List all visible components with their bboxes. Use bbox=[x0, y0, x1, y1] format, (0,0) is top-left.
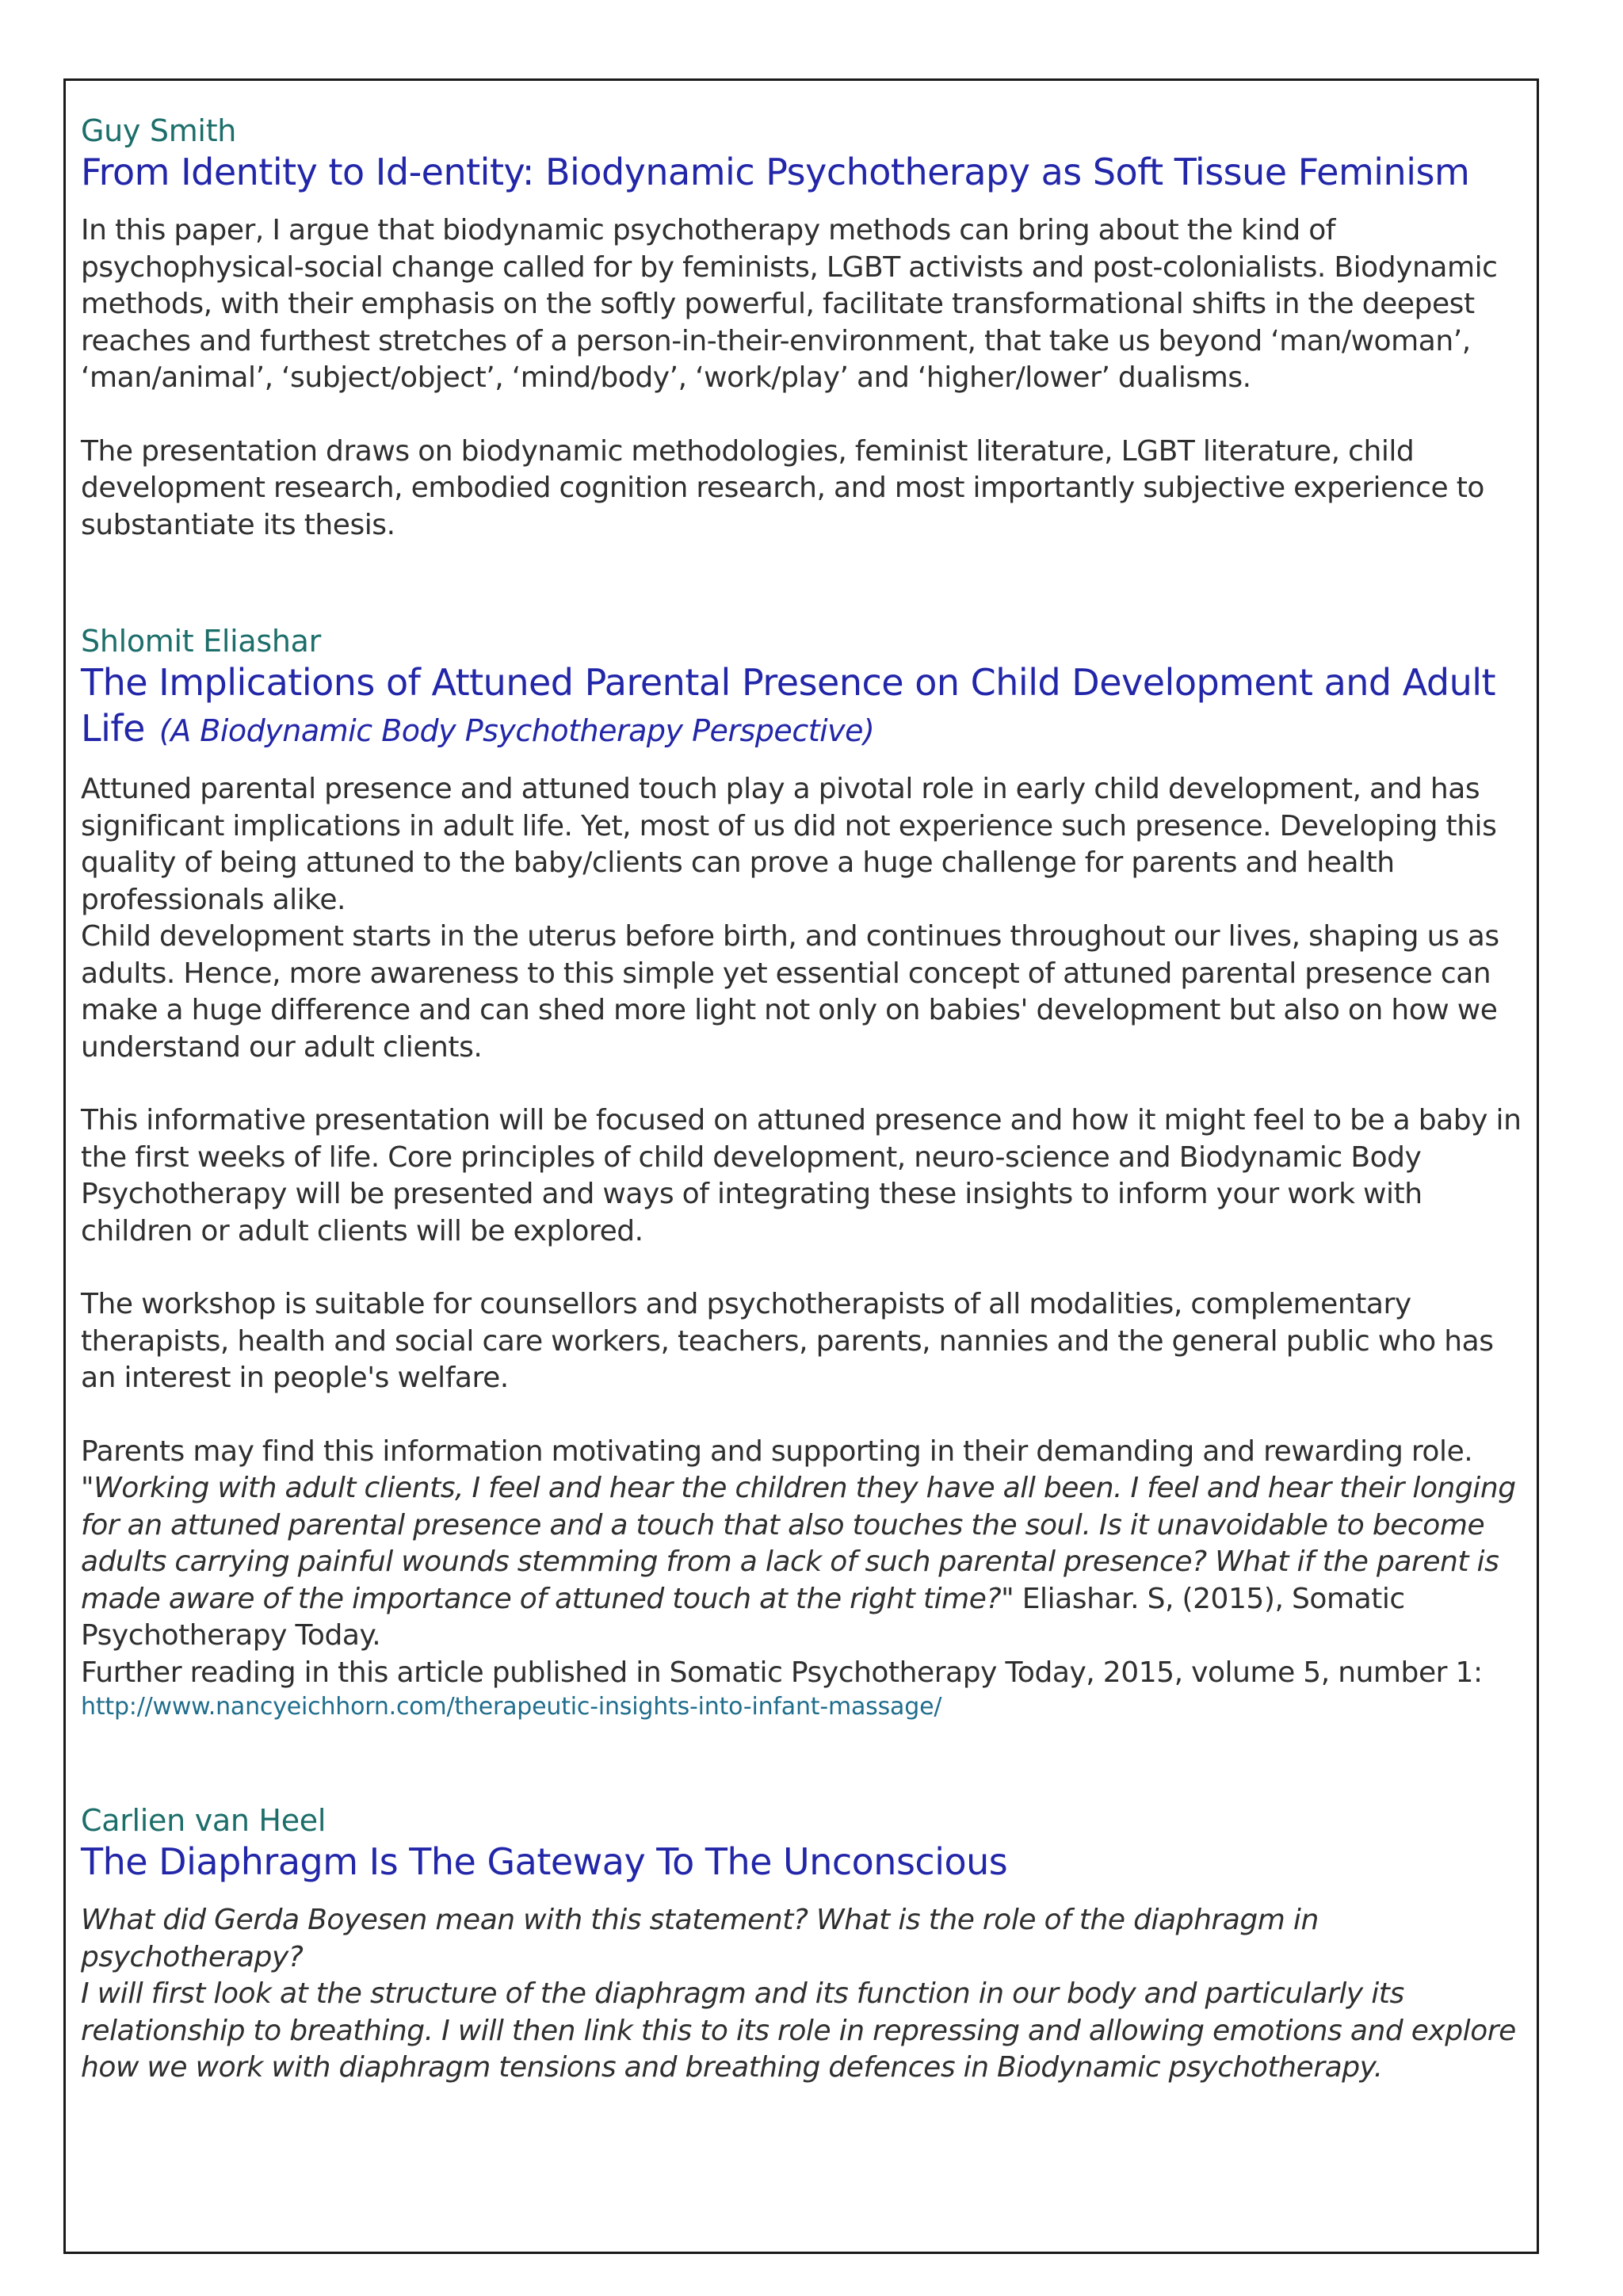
document-content bbox=[81, 113, 1531, 2087]
abstract-carlien-van-heel bbox=[81, 1802, 1531, 2087]
author-name: Guy Smith bbox=[81, 113, 237, 148]
abstract-shlomit-eliashar bbox=[81, 623, 1531, 1723]
quote-citation: Eliashar. S, (2015), Somatic Psychotherapy Today. bbox=[81, 1582, 1405, 1652]
abstract-paragraph: The presentation draws on biodynamic methodologies, feminist literature, LGBT literature, child development research, embodied cognition research, and most importantly subjective experience to substantiate its thesis. bbox=[81, 434, 1484, 541]
abstract-paragraph: Child development starts in the uterus before birth, and continues throughout our lives, shaping us as adults. Hence, more awareness to this simple yet essential concept of attuned parental presence can make a huge difference and can shed more light not only on babies' development but also on how we understand our adult clients. bbox=[81, 920, 1499, 1064]
abstract-title: From Identity to Id-entity: Biodynamic Psychotherapy as Soft Tissue Feminism bbox=[81, 151, 1470, 193]
author-name: Carlien van Heel bbox=[81, 1803, 327, 1838]
abstract-paragraph: The workshop is suitable for counsellors and psychotherapists of all modalities, complementary therapists, health and social care workers, teachers, parents, nannies and the general public who has an interest in people's welfare. bbox=[81, 1288, 1494, 1394]
author-name: Shlomit Eliashar bbox=[81, 624, 321, 659]
abstract-paragraph: I will first look at the structure of the diaphragm and its function in our body and particularly its relationship to breathing. I will then link this to its role in repressing and allowing emotions and explore how we work with diaphragm tensions and breathing defences in Biodynamic psychotherapy. bbox=[81, 1977, 1516, 2084]
abstract-title bbox=[81, 659, 1531, 754]
quote-text: "Working with adult clients, I feel and hear the children they have all been. I feel and hear their longing for an attuned parental presence and a touch that also touches the soul. Is it unavoidable to become adults carrying painful wounds stemming from a lack of such parental presence? What if the parent is made aware of the importance of attuned touch at the right time?" bbox=[81, 1472, 1516, 1615]
abstract-paragraph: This informative presentation will be focused on attuned presence and how it might feel to be a baby in the first weeks of life. Core principles of child development, neuro-science and Biodynamic Body Psychotherapy will be presented and ways of integrating these insights to inform your work with children or adult clients will be explored. bbox=[81, 1104, 1522, 1247]
abstract-title-text: The Implications of Attuned Parental Presence on Child Development and Adult Life bbox=[81, 661, 1496, 750]
abstract-paragraph: Attuned parental presence and attuned touch play a pivotal role in early child development, and has significant implications in adult life. Yet, most of us did not experience such presence. Developing this quality of being attuned to the baby/clients can prove a huge challenge for parents and health professionals alike. bbox=[81, 773, 1497, 916]
further-reading: Further reading in this article published in Somatic Psychotherapy Today, 2015, volume 5, number 1: bbox=[81, 1656, 1483, 1689]
abstract-paragraph: What did Gerda Boyesen mean with this statement? What is the role of the diaphragm in psychotherapy? bbox=[81, 1904, 1319, 1973]
abstract-paragraph: Parents may find this information motivating and supporting in their demanding and rewarding role. bbox=[81, 1435, 1473, 1468]
abstract-guy-smith bbox=[81, 113, 1531, 544]
article-link[interactable]: http://www.nancyeichhorn.com/therapeutic-insights-into-infant-massage/ bbox=[81, 1693, 942, 1721]
abstract-subtitle: (A Biodynamic Body Psychotherapy Perspective) bbox=[158, 713, 875, 748]
quote-paragraph bbox=[81, 1470, 1531, 1655]
abstract-title: The Diaphragm Is The Gateway To The Unconscious bbox=[81, 1840, 1008, 1883]
abstract-paragraph: In this paper, I argue that biodynamic psychotherapy methods can bring about the kind of psychophysical-social change called for by feminists, LGBT activists and post-colonialists. Biodynamic methods, with their emphasis on the softly powerful, facilitate transformational shifts in the deepest reaches and furthest stretches of a person-in-their-environment, that take us beyond ‘man/woman’, ‘man/animal’, ‘subject/object’, ‘mind/body’, ‘work/play’ and ‘higher/lower’ dualisms. bbox=[81, 214, 1498, 394]
